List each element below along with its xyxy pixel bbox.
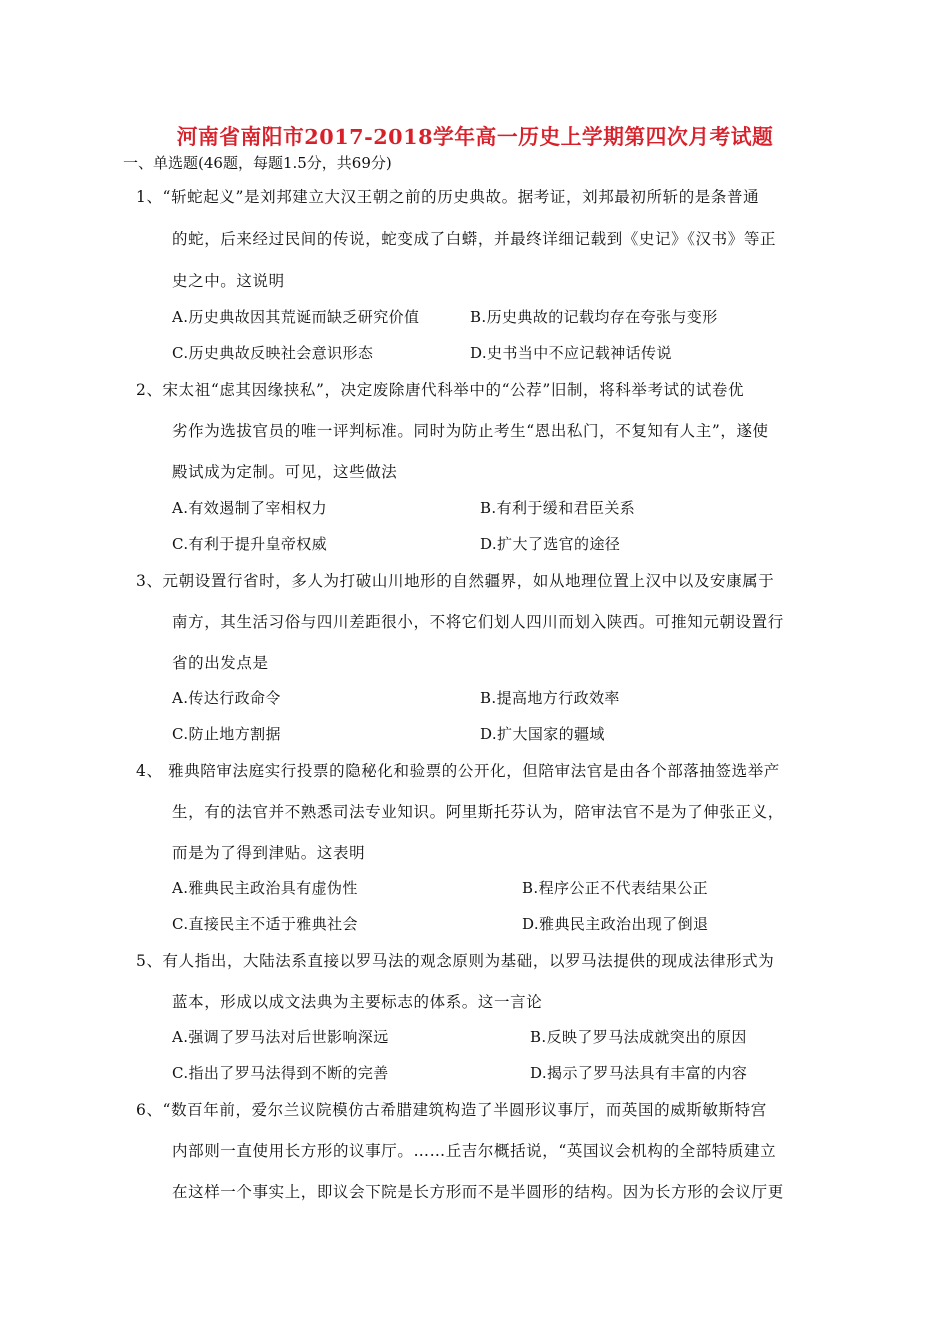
option-d: D.扩大国家的疆域 [480,725,605,743]
section-heading: 一、单选题(46题，每题1.5分，共69分) [123,154,392,172]
option-b: B.历史典故的记载均存在夸张与变形 [470,308,718,326]
question-line: 内部则一直使用长方形的议事厅。……丘吉尔概括说，“英国议会机构的全部特质建立 [172,1142,777,1160]
exam-title: 河南省南阳市2017-2018学年高一历史上学期第四次月考试题 [176,124,774,149]
question-line: 2、宋太祖“虑其因缘挟私”，决定废除唐代科举中的“公荐”旧制，将科举考试的试卷优 [136,381,745,399]
question-line: 南方，其生活习俗与四川差距很小，不将它们划人四川而划入陕西。可推知元朝设置行 [172,613,784,631]
option-a: A.雅典民主政治具有虚伪性 [172,879,358,897]
option-b: B.提高地方行政效率 [480,689,620,707]
option-a: A.历史典故因其荒诞而缺乏研究价值 [172,308,420,326]
question-line: 生，有的法官并不熟悉司法专业知识。阿里斯托芬认为，陪审法官不是为了伸张正义， [172,803,784,821]
question-line: 1、“斩蛇起义”是刘邦建立大汉王朝之前的历史典故。据考证，刘邦最初所斩的是条普通 [136,188,760,206]
option-d: D.史书当中不应记载神话传说 [470,344,672,362]
question-line: 5、有人指出，大陆法系直接以罗马法的观念原则为基础，以罗马法提供的现成法律形式为 [136,952,775,970]
option-d: D.扩大了选官的途径 [480,535,621,553]
option-c: C.防止地方割据 [172,725,281,743]
option-c: C.历史典故反映社会意识形态 [172,344,374,362]
question-line: 劣作为选拔官员的唯一评判标准。同时为防止考生“恩出私门，不复知有人主”，遂使 [172,422,769,440]
option-d: D.揭示了罗马法具有丰富的内容 [530,1064,748,1082]
question-line: 3、元朝设置行省时，多人为打破山川地形的自然疆界，如从地理位置上汉中以及安康属于 [136,572,775,590]
option-c: C.有利于提升皇帝权威 [172,535,328,553]
option-c: C.直接民主不适于雅典社会 [172,915,358,933]
option-b: B.反映了罗马法成就突出的原因 [530,1028,747,1046]
question-line: 的蛇，后来经过民间的传说，蛇变成了白蟒，并最终详细记载到《史记》《汉书》等正 [172,230,777,248]
option-b: B.程序公正不代表结果公正 [522,879,708,897]
option-a: A.强调了罗马法对后世影响深远 [172,1028,389,1046]
question-line: 而是为了得到津贴。这表明 [172,844,366,862]
question-line: 蓝本，形成以成文法典为主要标志的体系。这一言论 [172,993,543,1011]
question-line: 4、 雅典陪审法庭实行投票的隐秘化和验票的公开化，但陪审法官是由各个部落抽签选举产 [136,762,780,780]
option-a: A.传达行政命令 [172,689,281,707]
option-b: B.有利于缓和君臣关系 [480,499,636,517]
question-line: 省的出发点是 [172,654,269,672]
question-line: 殿试成为定制。可见，这些做法 [172,463,398,481]
question-line: 史之中。这说明 [172,272,285,290]
option-a: A.有效遏制了宰相权力 [172,499,328,517]
option-d: D.雅典民主政治出现了倒退 [522,915,709,933]
option-c: C.指出了罗马法得到不断的完善 [172,1064,389,1082]
question-line: 在这样一个事实上，即议会下院是长方形而不是半圆形的结构。因为长方形的会议厅更 [172,1183,784,1201]
question-line: 6、“数百年前，爱尔兰议院模仿古希腊建筑构造了半圆形议事厅，而英国的威斯敏斯特宫 [136,1101,767,1119]
